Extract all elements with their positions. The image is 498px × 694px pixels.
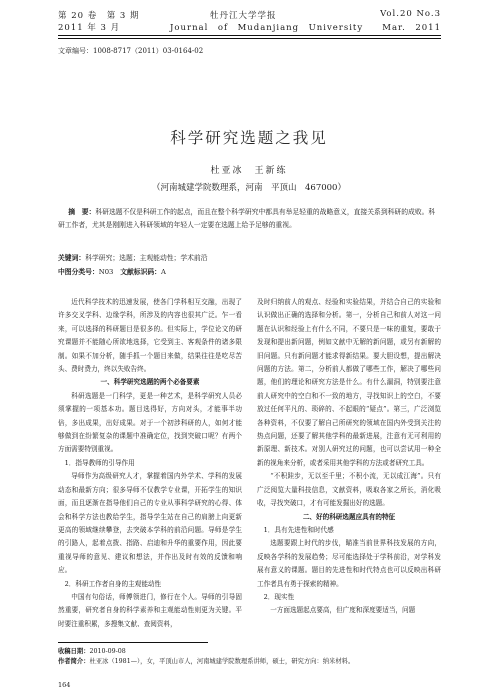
keywords-text: 科学研究；选题；主观能动性；学术前沿 — [85, 254, 208, 262]
received-date-line — [58, 646, 126, 655]
subsection-heading: 1．具有先进性和时代感 — [263, 525, 334, 534]
header-rule-thin — [58, 38, 441, 39]
clc-value: N03 — [98, 268, 114, 276]
page-number: 164 — [58, 681, 71, 689]
section-heading: 一、科学研究选题的两个必备要素 — [100, 378, 200, 387]
body-column-right — [257, 296, 441, 618]
subsection-heading: 1．指导教师的引导作用 — [64, 458, 135, 467]
article-title: 科学研究选题之我见 — [170, 129, 328, 147]
abstract-text: 科研选题不仅是科研工作的起点，而且在整个科学研究中都具有举足轻重的战略意义，直接关系到科研的成败。科研工作者，尤其是刚刚进入科研领域的年轻人一定要在选题上给予足够的重视。 — [58, 208, 436, 230]
paragraph: 一方面选题起点要高，但广度和深度要适当，问题 — [270, 606, 416, 615]
article-authors: 杜亚冰 王新练 — [210, 166, 288, 176]
subsection-heading: 2．现实性 — [263, 592, 295, 601]
header-journal-en: Journal of Mudanjiang University — [170, 23, 364, 33]
header-volume: 第 20 卷 第 3 期 — [58, 11, 140, 21]
doc-code-value: A — [160, 268, 166, 276]
clc-label: 中图分类号： — [58, 268, 99, 276]
header-vol-en: Vol.20 No.3 — [380, 9, 441, 19]
abstract-label: 摘 要： — [68, 208, 96, 216]
keywords-label: 关键词： — [58, 254, 86, 262]
author-bio: 杜亚冰（1981—），女，平顶山市人，河南城建学院数理系讲师，硕士，研究方向：纳米材料。 — [89, 658, 355, 665]
received-date: 2010-09-08 — [89, 648, 126, 655]
header-rule-thick — [58, 35, 441, 36]
author-bio-line — [58, 656, 354, 665]
paragraph: 近代科学技术的迅速发展，使各门学科相互交融，出现了许多交叉学科、边缘学科，所涉及的内容也很其广泛。乍一看来，可以选择的科研题目是很多的。但实际上，学位论文的研究课题并不能随心所欲地选择，它受到主、客观条件的诸多限制。如果不加分析，随手抓一个题目来做，结果往往是吃尽苦头、费时费力，终以失败告终。 — [58, 298, 242, 374]
received-label: 收稿日期： — [58, 648, 90, 655]
doc-code-label: 文献标识码： — [120, 268, 161, 276]
paragraph: 导师作为高级研究人才，掌握着国内外学术、学科的发展动态和最新方向；很多导师不仅教学专业课，开拓学生的知识面，而且逐渐在指导他们自己的专业从事科学研究的心得、体会和科学方法也教给学生，指导学生站在自己的肩膀上向更新更高的领域继续攀登，去突破本学科的前沿问题。导师是学生的引路人，起着点拨、指路、启迪和升华的重要作用，因此要重视导师的意见、建议和想法，并作出及时有效的反馈和响应。 — [58, 472, 242, 575]
header-date-en: Mar. 2011 — [382, 23, 441, 33]
author-bio-label: 作者简介： — [58, 658, 90, 665]
header-journal-cn: 牡丹江大学学报 — [210, 11, 277, 21]
author-affiliation: （河南城建学院数理系，河南 平顶山 467000） — [152, 183, 346, 193]
article-number: 文章编号：1008-8717（2011）03-0164-02 — [58, 47, 204, 55]
paragraph: “不积跬步，无以至千里；不积小流，无以成江海”。只有广泛阅览大量科技信息，文献资料，吸取各家之所长，消化吸收，寻找突破口，才有可能发掘出好的选题。 — [257, 472, 441, 508]
footnote-rule — [58, 642, 208, 643]
paragraph: 中国有句俗话，师傅领进门，修行在个人。导师的引导固然重要，研究者自身的科学素养和主观能动性则更为关键。平时要注重积累，多搜集文献、查阅资料， — [58, 592, 242, 628]
subsection-heading: 2．科研工作者自身的主观能动性 — [64, 579, 162, 588]
classification-line — [58, 266, 166, 276]
keywords-line — [58, 252, 208, 262]
section-heading: 二、好的科研选题应具有的特征 — [302, 512, 396, 521]
paragraph: 选题要跟上时代的步伐，瞄准当前世界科技发展的方向，反映各学科的发展趋势；尽可能选择处于学科前沿，对学科发展有意义的课题。题目的先进性和时代特点也可以反映出科研工作者具有勇于探索的精神。 — [257, 539, 441, 588]
body-column-left — [58, 296, 242, 631]
paragraph: 及时归纳前人的观点、经验和实验结果，并结合自己的实验和认识做出正确的选择和分析。第一，分析自己和前人对这一问题在认识和经验上有什么不同，不要只是一味的重复，要敢于发现和提出新问题，例如文献中无解的新问题，或另有新解的旧问题。只有新问题才能求得新结果。要大胆设想，提出解决问题的方法。第二，分析前人都做了哪些工作，解决了哪些问题，他们的理论和研究方法是什么。有什么漏洞，特别要注意前人研究中的空白和不一致的地方，寻找知识上的空白，不要放过任何平凡的、琐碎的、不起眼的“疑点”。第三，广泛浏览各种资料，不仅要了解自己所研究的领域在国内外受到关注的热点问题，还要了解其他学科的最新进展，注意有无可利用的新原理、新技术。对别人研究过的问题，也可以尝试用一种全新的视角来分析，或者采用其他学科的方法或者研究工具。 — [257, 298, 441, 467]
header-date-cn: 2011 年 3 月 — [58, 23, 121, 33]
abstract — [58, 206, 441, 232]
paragraph: 科研选题是一门科学，更是一种艺术，是科学研究人员必须掌握的一项基本功。题目选得好，方向对头，才能事半功倍，多出成果，出好成果。对于一个初涉科研的人，如何才能够做到在纷繁复杂的课题中准确定位，找到突破口呢？有两个方面需要特别重视。 — [58, 391, 242, 454]
